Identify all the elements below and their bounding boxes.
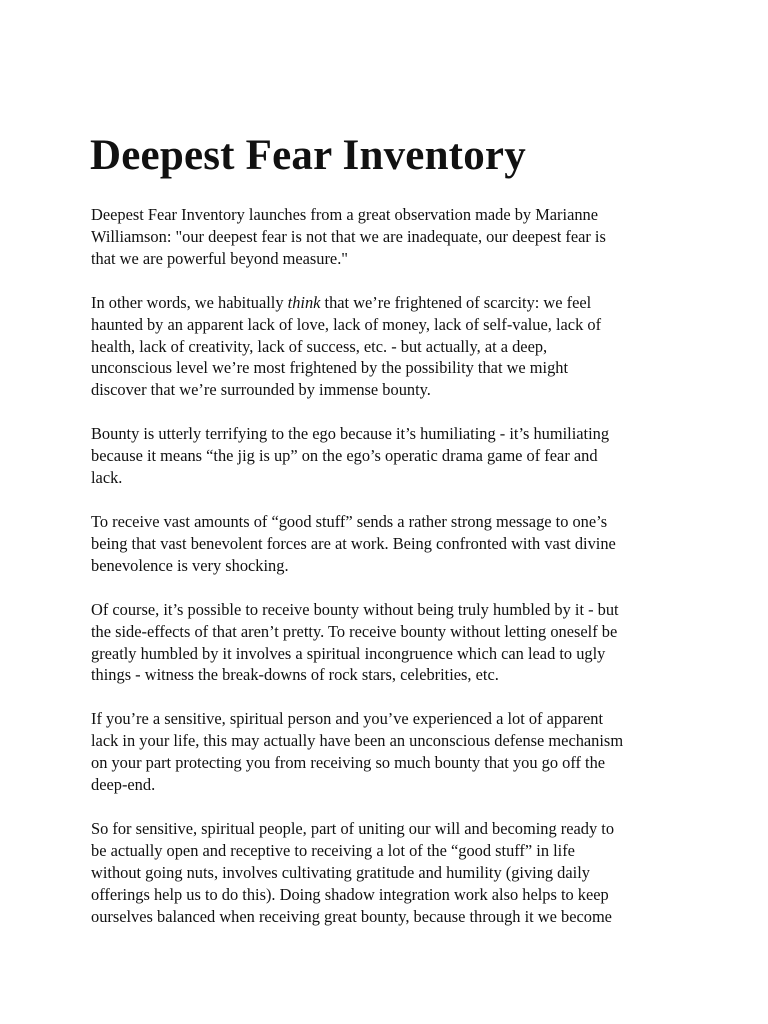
text-line: greatly humbled by it involves a spiritual incongruence which can lead to ugly — [91, 643, 606, 663]
text-line: because it means “the jig is up” on the ego’s operatic drama game of fear and — [91, 446, 598, 466]
text-line — [91, 292, 691, 314]
text-line: If you’re a sensitive, spiritual person and you’ve experienced a lot of apparent — [91, 709, 604, 729]
paragraph-4 — [91, 511, 691, 577]
text-line: So for sensitive, spiritual people, part of uniting our will and becoming ready to — [91, 818, 615, 838]
text-line: benevolence is very shocking. — [91, 555, 289, 575]
paragraph-2 — [91, 292, 691, 402]
text-segment: that we’re frightened of scarcity: we feel — [320, 292, 592, 312]
text-line: lack in your life, this may actually have been an unconscious defense mechanism — [91, 731, 624, 751]
text-line: Williamson: "our deepest fear is not that we are inadequate, our deepest fear is — [91, 226, 606, 246]
text-line: on your part protecting you from receiving so much bounty that you go off the — [91, 753, 606, 773]
text-line: deep-end. — [91, 775, 156, 795]
text-line: offerings help us to do this). Doing shadow integration work also helps to keep — [91, 884, 609, 904]
paragraph-7 — [91, 818, 691, 928]
text-line: discover that we’re surrounded by immense bounty. — [91, 380, 431, 400]
text-line: being that vast benevolent forces are at work. Being confronted with vast divine — [91, 533, 616, 553]
emphasis-text: think — [287, 292, 321, 312]
text-line: things - witness the break-downs of rock stars, celebrities, etc. — [91, 665, 499, 685]
text-line: without going nuts, involves cultivating gratitude and humility (giving daily — [91, 862, 590, 882]
text-segment: In other words, we habitually — [91, 292, 288, 312]
text-line: ourselves balanced when receiving great bounty, because through it we become — [91, 906, 612, 926]
paragraph-1 — [91, 204, 691, 270]
text-line: that we are powerful beyond measure." — [91, 248, 348, 268]
text-line: be actually open and receptive to receiving a lot of the “good stuff” in life — [91, 840, 575, 860]
text-line: lack. — [91, 468, 123, 488]
text-line: Bounty is utterly terrifying to the ego because it’s humiliating - it’s humiliating — [91, 424, 610, 444]
text-line: the side-effects of that aren’t pretty. To receive bounty without letting oneself be — [91, 621, 618, 641]
text-line: Of course, it’s possible to receive bounty without being truly humbled by it - but — [91, 599, 619, 619]
text-line: unconscious level we’re most frightened by the possibility that we might — [91, 358, 569, 378]
paragraph-6 — [91, 708, 691, 796]
text-line: haunted by an apparent lack of love, lack of money, lack of self-value, lack of — [91, 314, 602, 334]
text-line: To receive vast amounts of “good stuff” sends a rather strong message to one’s — [91, 511, 608, 531]
document-body — [91, 204, 691, 949]
paragraph-5 — [91, 599, 691, 687]
text-line: Deepest Fear Inventory launches from a great observation made by Marianne — [91, 205, 599, 224]
page-title: Deepest Fear Inventory — [90, 132, 526, 179]
paragraph-3 — [91, 423, 691, 489]
text-line: health, lack of creativity, lack of success, etc. - but actually, at a deep, — [91, 336, 548, 356]
